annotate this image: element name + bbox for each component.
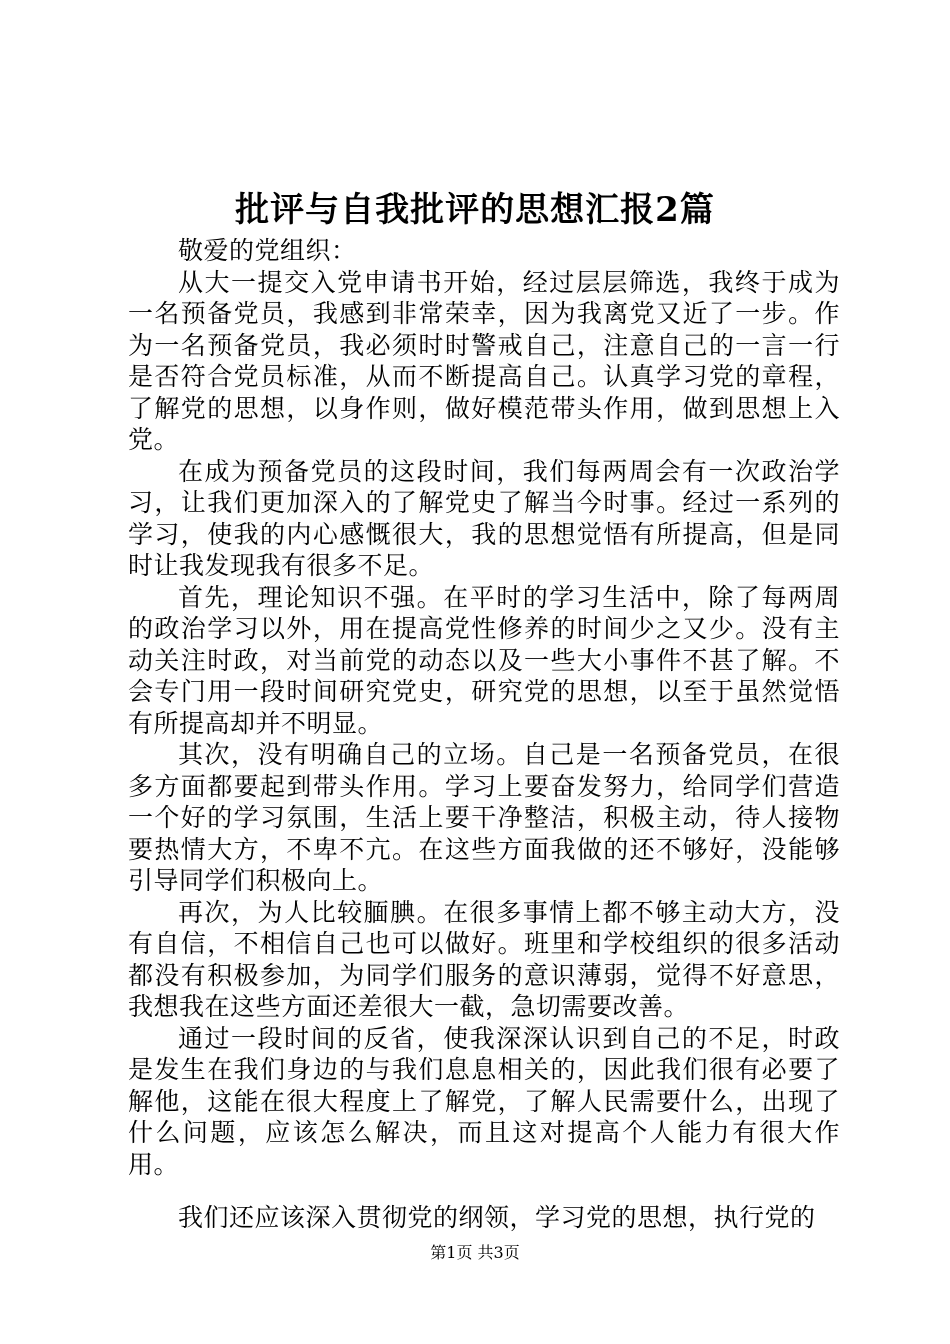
paragraph: 再次，为人比较腼腆。在很多事情上都不够主动大方，没有自信，不相信自己也可以做好。班里和学校组织的很多活动都没有积极参加，为同学们服务的意识薄弱，觉得不好意思，我想我在这些方面还差很大一截，急切需要改善。 [128, 897, 840, 1021]
paragraph: 通过一段时间的反省，使我深深认识到自己的不足，时政是发生在我们身边的与我们息息相关的，因此我们很有必要了解他，这能在很大程度上了解党，了解人民需要什么，出现了什么问题，应该怎么解决，而且这对提高个人能力有很大作用。 [128, 1023, 840, 1179]
page-footer: 第1页 共3页 [430, 1243, 520, 1262]
paragraph: 从大一提交入党申请书开始，经过层层筛选，我终于成为一名预备党员，我感到非常荣幸，因为我离党又近了一步。作为一名预备党员，我必须时时警戒自己，注意自己的一言一行是否符合党员标准，从而不断提高自己。认真学习党的章程，了解党的思想，以身作则，做好模范带头作用，做到思想上入党。 [128, 267, 840, 454]
paragraph: 首先，理论知识不强。在平时的学习生活中，除了每两周的政治学习以外，用在提高党性修养的时间少之又少。没有主动关注时政，对当前党的动态以及一些大小事件不甚了解。不会专门用一段时间研究党史，研究党的思想，以至于虽然觉悟有所提高却并不明显。 [128, 582, 840, 738]
document-body [128, 235, 840, 1234]
paragraph: 我们还应该深入贯彻党的纲领，学习党的思想，执行党的 [178, 1203, 816, 1232]
salutation: 敬爱的党组织： [178, 236, 357, 265]
paragraph: 其次，没有明确自己的立场。自己是一名预备党员，在很多方面都要起到带头作用。学习上要奋发努力，给同学们营造一个好的学习氛围，生活上要干净整洁，积极主动，待人接物要热情大方，不卑不亢。在这些方面我做的还不够好，没能够引导同学们积极向上。 [128, 740, 840, 895]
paragraph: 在成为预备党员的这段时间，我们每两周会有一次政治学习，让我们更加深入的了解党史了解当今时事。经过一系列的学习，使我的内心感慨很大，我的思想觉悟有所提高，但是同时让我发现我有很多不足。 [128, 456, 840, 580]
document-title: 批评与自我批评的思想汇报2篇 [235, 190, 715, 230]
